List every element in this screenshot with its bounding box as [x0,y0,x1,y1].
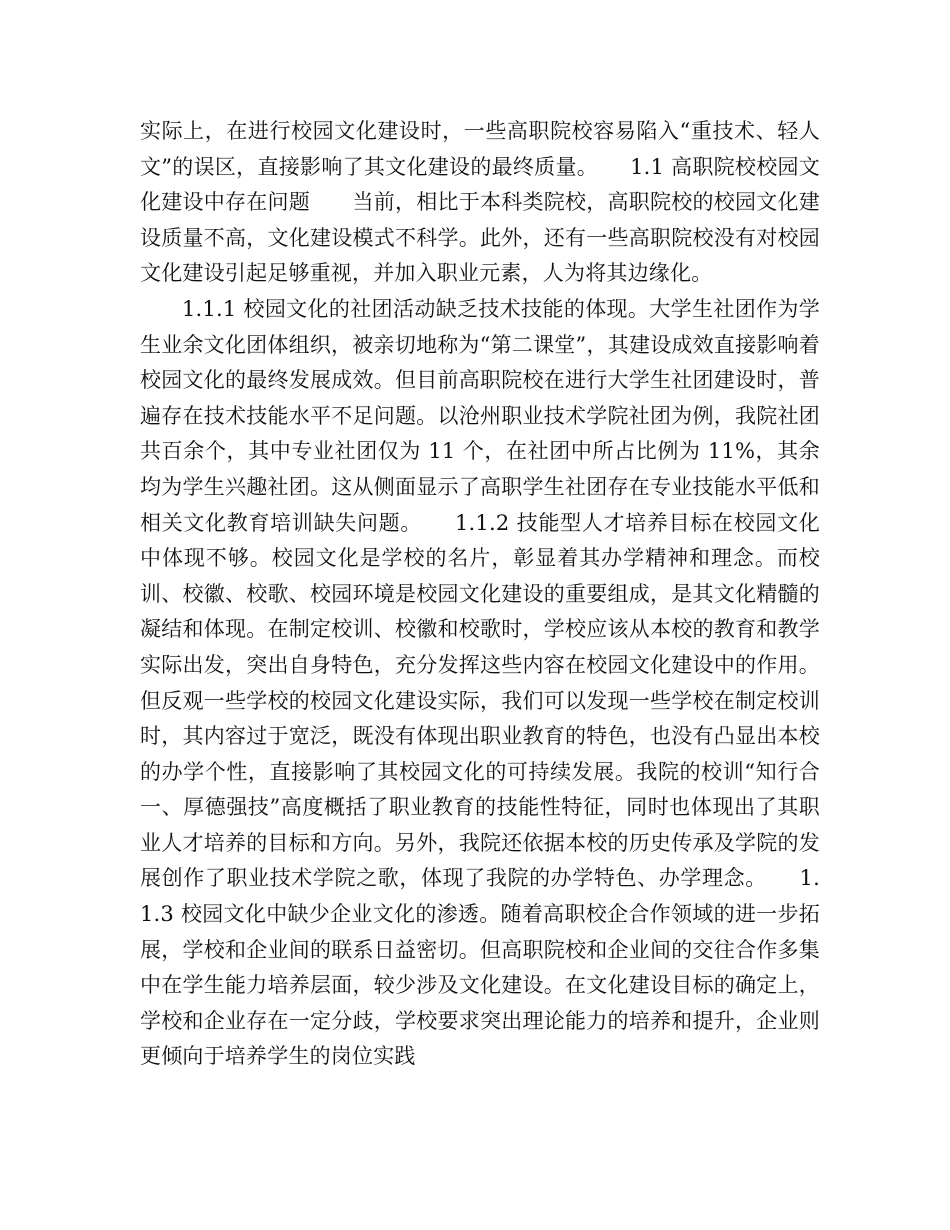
document-page [140,114,820,1075]
paragraph-2: 1.1.1 校园文化的社团活动缺乏技术技能的体现。大学生社团作为学生业余文化团体组织，被亲切地称为“第二课堂”，其建设成效直接影响着校园文化的最终发展成效。但目前高职院校在进行大学生社团建设时，普遍存在技术技能水平不足问题。以沧州职业技术学院社团为例，我院社团共百余个，其中专业社团仅为 11 个，在社团中所占比例为 11%，其余均为学生兴趣社团。这从侧面显示了高职学生社团存在专业技能水平低和相关文化教育培训缺失问题。 1.1.2 技能型人才培养目标在校园文化中体现不够。校园文化是学校的名片，彰显着其办学精神和理念。而校训、校徽、校歌、校园环境是校园文化建设的重要组成，是其文化精髓的凝结和体现。在制定校训、校徽和校歌时，学校应该从本校的教育和教学实际出发，突出自身特色，充分发挥这些内容在校园文化建设中的作用。但反观一些学校的校园文化建设实际，我们可以发现一些学校在制定校训时，其内容过于宽泛，既没有体现出职业教育的特色，也没有凸显出本校的办学个性，直接影响了其校园文化的可持续发展。我院的校训“知行合一、厚德强技”高度概括了职业教育的技能性特征，同时也体现出了其职业人才培养的目标和方向。另外，我院还依据本校的历史传承及学院的发展创作了职业技术学院之歌，体现了我院的办学特色、办学理念。 1.1.3 校园文化中缺少企业文化的渗透。随着高职校企合作领域的进一步拓展，学校和企业间的联系日益密切。但高职院校和企业间的交往合作多集中在学生能力培养层面，较少涉及文化建设。在文化建设目标的确定上，学校和企业存在一定分歧，学校要求突出理论能力的培养和提升，企业则更倾向于培养学生的岗位实践 [140,296,820,1069]
paragraph-1: 实际上，在进行校园文化建设时，一些高职院校容易陷入“重技术、轻人文”的误区，直接影响了其文化建设的最终质量。 1.1 高职院校校园文化建设中存在问题 当前，相比于本科类院校，高职院校的校园文化建设质量不高，文化建设模式不科学。此外，还有一些高职院校没有对校园文化建设引起足够重视，并加入职业元素，人为将其边缘化。 [140,119,820,286]
